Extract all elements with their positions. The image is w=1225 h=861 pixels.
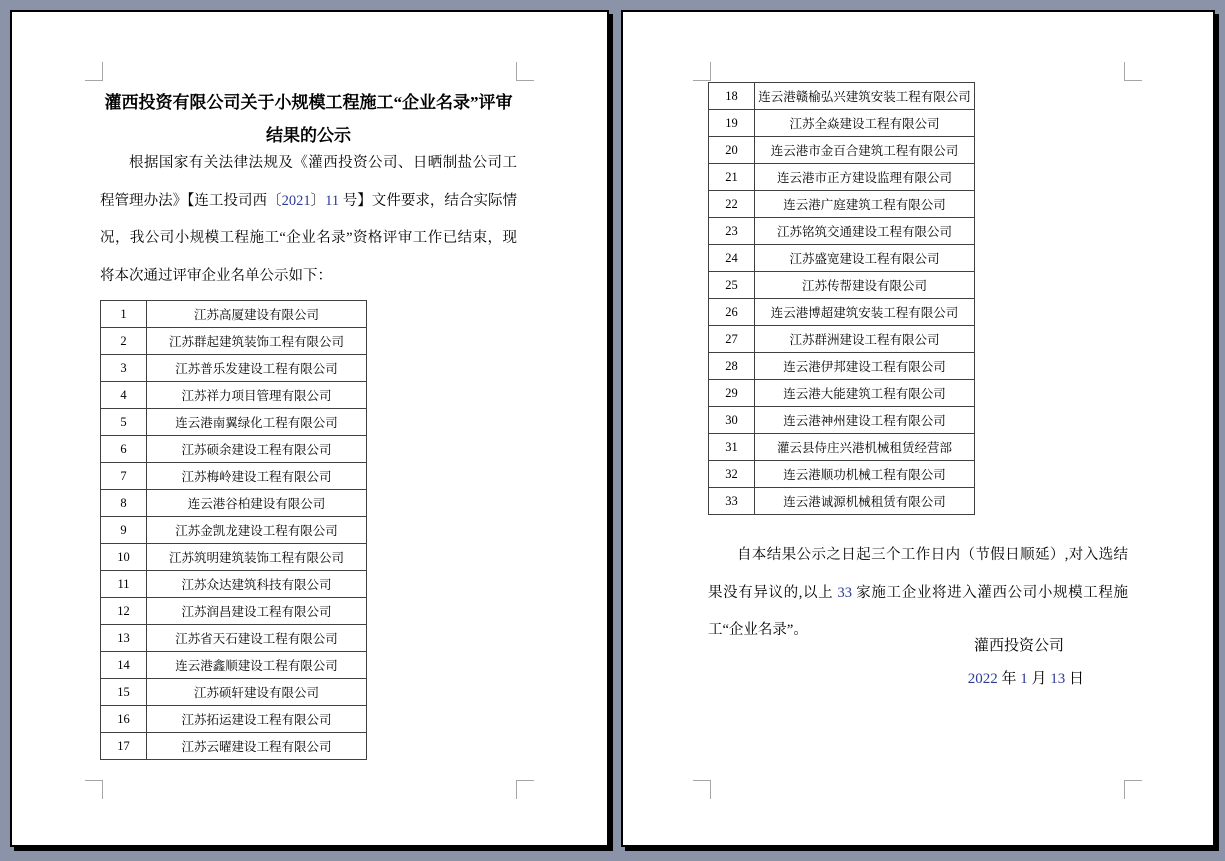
row-number-cell: 4 [101,382,147,409]
company-name-cell: 江苏传帮建设有限公司 [755,272,975,299]
row-number-cell: 9 [101,517,147,544]
row-number-cell: 17 [101,733,147,760]
row-number-cell: 2 [101,328,147,355]
date-year-label: 年 [997,671,1021,687]
table-row [709,326,975,353]
row-number-cell: 22 [709,191,755,218]
table-row [709,353,975,380]
row-number-cell: 32 [709,461,755,488]
table-row [101,598,367,625]
row-number-cell: 6 [101,436,147,463]
date-month-label: 月 [1027,671,1051,687]
crop-mark-top-right [516,62,534,81]
table-row [709,299,975,326]
company-name-cell: 连云港赣榆弘兴建筑安装工程有限公司 [755,83,975,110]
table-row [101,679,367,706]
row-number-cell: 11 [101,571,147,598]
table-row [101,490,367,517]
table-row [709,380,975,407]
table-row [101,382,367,409]
closing-text-1: 自本结果公示之日起三个工作日内（节假日顺延）,对入选结果没有异议的,以上 [708,547,1128,601]
table-row [101,625,367,652]
table-row [709,137,975,164]
table-row [101,463,367,490]
company-name-cell: 连云港伊邦建设工程有限公司 [755,353,975,380]
document-page-2[interactable] [621,10,1215,847]
table-row [709,164,975,191]
enterprise-table-page1 [100,300,367,760]
company-name-cell: 江苏梅岭建设工程有限公司 [147,463,367,490]
document-title: 灌西投资有限公司关于小规模工程施工“企业名录”评审结果的公示 [104,93,513,145]
company-name-cell: 江苏云曜建设工程有限公司 [147,733,367,760]
intro-doc-number: 11 [325,192,340,209]
row-number-cell: 1 [101,301,147,328]
intro-text-2: 〕 [310,192,326,209]
company-name-cell: 连云港南翼绿化工程有限公司 [147,409,367,436]
table-row [101,301,367,328]
table-row [101,706,367,733]
company-name-cell: 江苏众达建筑科技有限公司 [147,571,367,598]
intro-doc-year: 2021 [281,192,311,209]
company-name-cell: 江苏硕余建设工程有限公司 [147,436,367,463]
company-name-cell: 江苏全焱建设工程有限公司 [755,110,975,137]
company-name-cell: 江苏高厦建设有限公司 [147,301,367,328]
table-row [101,436,367,463]
table-row [709,110,975,137]
closing-paragraph [708,537,1128,650]
table-row [709,218,975,245]
table-row [101,733,367,760]
crop-mark-bottom-left [85,780,103,799]
company-name-cell: 连云港市正方建设监理有限公司 [755,164,975,191]
table-row [709,434,975,461]
enterprise-table-body-2 [709,83,975,515]
table-row [101,328,367,355]
row-number-cell: 13 [101,625,147,652]
row-number-cell: 24 [709,245,755,272]
crop-mark-bottom-left [693,780,711,799]
date-day: 13 [1050,671,1066,687]
row-number-cell: 23 [709,218,755,245]
row-number-cell: 20 [709,137,755,164]
row-number-cell: 5 [101,409,147,436]
date-year: 2022 [967,671,998,687]
date-day-label: 日 [1065,671,1084,687]
row-number-cell: 33 [709,488,755,515]
table-row [709,83,975,110]
table-row [709,245,975,272]
table-row [709,461,975,488]
company-name-cell: 江苏群起建筑装饰工程有限公司 [147,328,367,355]
company-name-cell: 灌云县侍庄兴港机械租赁经营部 [755,434,975,461]
intro-text-3: 号】文件要求，结合实际情况，我公司小规模工程施工“企业名录”资格评审工作已结束，现将本次通过评审企业名单公示如下： [100,192,518,284]
company-name-cell: 连云港神州建设工程有限公司 [755,407,975,434]
intro-text-1: 根据国家有关法律法规及《灌西投资公司、日晒制盐公司工程管理办法》【连工投司西〔 [100,155,517,209]
company-name-cell: 江苏省天石建设工程有限公司 [147,625,367,652]
row-number-cell: 28 [709,353,755,380]
crop-mark-top-right [1124,62,1142,81]
company-name-cell: 江苏金凯龙建设工程有限公司 [147,517,367,544]
table-row [101,571,367,598]
company-name-cell: 连云港广庭建筑工程有限公司 [755,191,975,218]
company-name-cell: 江苏筑明建筑装饰工程有限公司 [147,544,367,571]
company-name-cell: 江苏拓运建设工程有限公司 [147,706,367,733]
row-number-cell: 18 [709,83,755,110]
row-number-cell: 30 [709,407,755,434]
signature-line: 灌西投资公司 [973,638,1064,654]
crop-mark-top-left [693,62,711,81]
table-row [709,191,975,218]
row-number-cell: 27 [709,326,755,353]
table-row [101,409,367,436]
row-number-cell: 12 [101,598,147,625]
row-number-cell: 21 [709,164,755,191]
table-row [101,544,367,571]
intro-paragraph [100,145,517,295]
enterprise-table-body-1 [101,301,367,760]
row-number-cell: 15 [101,679,147,706]
date-line [708,667,1128,688]
table-row [709,407,975,434]
company-name-cell: 江苏普乐发建设工程有限公司 [147,355,367,382]
table-row [709,272,975,299]
company-name-cell: 连云港市金百合建筑工程有限公司 [755,137,975,164]
crop-mark-bottom-right [1124,780,1142,799]
row-number-cell: 8 [101,490,147,517]
crop-mark-top-left [85,62,103,81]
table-row [709,488,975,515]
company-name-cell: 江苏硕轩建设有限公司 [147,679,367,706]
company-name-cell: 连云港博超建筑安装工程有限公司 [755,299,975,326]
closing-text-2: 家施工企业将进入灌西公司小规模工程施工“企业名录”。 [708,584,1129,638]
date-month: 1 [1020,671,1028,687]
company-name-cell: 连云港大能建筑工程有限公司 [755,380,975,407]
crop-mark-bottom-right [516,780,534,799]
table-row [101,355,367,382]
row-number-cell: 14 [101,652,147,679]
row-number-cell: 16 [101,706,147,733]
row-number-cell: 25 [709,272,755,299]
company-name-cell: 连云港谷柏建设有限公司 [147,490,367,517]
row-number-cell: 26 [709,299,755,326]
company-name-cell: 江苏群洲建设工程有限公司 [755,326,975,353]
company-name-cell: 江苏润昌建设工程有限公司 [147,598,367,625]
company-name-cell: 连云港诚源机械租赁有限公司 [755,488,975,515]
company-name-cell: 江苏祥力项目管理有限公司 [147,382,367,409]
row-number-cell: 19 [709,110,755,137]
company-name-cell: 连云港鑫顺建设工程有限公司 [147,652,367,679]
company-name-cell: 连云港顺功机械工程有限公司 [755,461,975,488]
row-number-cell: 29 [709,380,755,407]
enterprise-table-page2 [708,82,975,515]
row-number-cell: 3 [101,355,147,382]
table-row [101,517,367,544]
company-name-cell: 江苏铭筑交通建设工程有限公司 [755,218,975,245]
document-page-1[interactable] [10,10,609,847]
row-number-cell: 7 [101,463,147,490]
table-row [101,652,367,679]
row-number-cell: 31 [709,434,755,461]
company-name-cell: 江苏盛宽建设工程有限公司 [755,245,975,272]
closing-count: 33 [837,584,853,601]
row-number-cell: 10 [101,544,147,571]
